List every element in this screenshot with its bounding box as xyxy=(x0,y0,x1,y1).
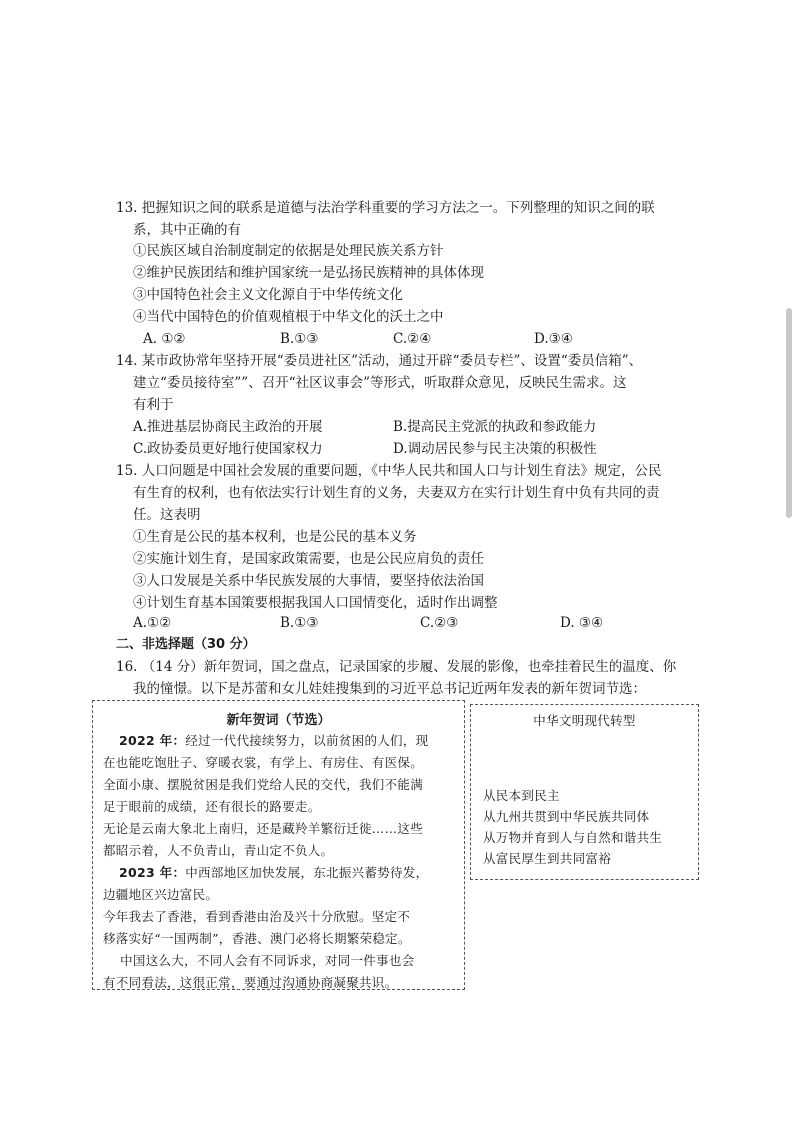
box-text-line: 从富民厚生到共同富裕 xyxy=(483,851,612,866)
year-2022-label: 2022 年： xyxy=(119,733,186,748)
q13-option-c: C.②④ xyxy=(393,331,432,347)
box-text-line: 移落实好“一国两制”，香港、澳门必将长期繁荣稳定。 xyxy=(103,931,411,946)
q15-option-c: C.②③ xyxy=(420,615,459,631)
box-text-line: 足于眼前的成绩，还有很长的路要走。 xyxy=(103,799,321,814)
year-2023-text: 中西部地区加快发展，东北振兴蓄势待发， xyxy=(185,865,429,880)
q13-item: ①民族区域自治制度制定的依据是处理民族关系方针 xyxy=(133,243,444,259)
year-2022-line xyxy=(119,731,428,751)
q13-stem-line: 13. 把握知识之间的联系是道德与法治学科重要的学习方法之一。下列整理的知识之间的联 xyxy=(116,200,655,216)
box-text-line: 全面小康、摆脱贫困是我们党给人民的交代，我们不能满 xyxy=(103,777,424,792)
q14-option-a: A.推进基层协商民主政治的开展 xyxy=(133,419,323,435)
q15-stem-line: 15. 人口问题是中国社会发展的重要问题，《中华人民共和国人口与计划生育法》规定，公民 xyxy=(116,463,662,479)
q13-option-d: D.③④ xyxy=(534,331,573,347)
q14-stem-line: 14. 某市政协常年坚持开展“委员进社区”活动，通过开辟“委员专栏”、设置“委员信箱”、 xyxy=(116,353,643,369)
box-text-line: 有不同看法，这很正常，要通过沟通协商凝聚共识。 xyxy=(103,975,398,990)
q15-item: ④计划生育基本国策要根据我国人口国情变化，适时作出调整 xyxy=(133,595,498,611)
box-text-line: 都昭示着，人不负青山，青山定不负人。 xyxy=(103,843,334,858)
box-text-line: 从万物并育到人与自然和谐共生 xyxy=(483,830,663,845)
q16-stem-line: 我的憧憬。以下是苏蕾和女儿娃娃搜集到的习近平总书记近两年发表的新年贺词节选： xyxy=(133,681,646,697)
box-text-line: 无论是云南大象北上南归，还是藏羚羊繁衍迁徙……这些 xyxy=(103,821,424,836)
section-heading: 二、非选择题（30 分） xyxy=(116,637,256,652)
year-2023-label: 2023 年： xyxy=(119,865,186,880)
q15-stem-line: 任。这表明 xyxy=(133,507,201,523)
q15-option-b: B.①③ xyxy=(280,615,319,631)
q15-option-d: D. ③④ xyxy=(560,615,604,631)
q14-option-c: C.政协委员更好地行使国家权力 xyxy=(133,441,323,457)
q14-option-b: B.提高民主党派的执政和参政能力 xyxy=(393,419,597,435)
q15-option-a: A.①② xyxy=(133,615,172,631)
box-text-line: 今年我去了香港，看到香港由治及兴十分欣慰。坚定不 xyxy=(103,909,411,924)
q15-stem-line: 有生育的权利，也有依法实行计划生育的义务，夫妻双方在实行计划生育中负有共同的责 xyxy=(133,485,660,501)
box-text-line: 从九州共贯到中华民族共同体 xyxy=(483,809,650,824)
q14-stem-line: 有利于 xyxy=(133,397,174,413)
vertical-scrollbar[interactable] xyxy=(786,308,792,518)
q13-item: ③中国特色社会主义文化源自于中华传统文化 xyxy=(133,287,403,303)
q15-item: ②实施计划生育，是国家政策需要，也是公民应肩负的责任 xyxy=(133,551,484,567)
box-text-line: 边疆地区兴边富民。 xyxy=(103,887,219,902)
q14-option-d: D.调动居民参与民主决策的积极性 xyxy=(393,441,597,457)
q15-item: ①生育是公民的基本权利，也是公民的基本义务 xyxy=(133,529,417,545)
q13-item: ②维护民族团结和维护国家统一是弘扬民族精神的具体体现 xyxy=(133,265,484,281)
box-title: 中华文明现代转型 xyxy=(533,713,636,728)
box-text-line: 从民本到民主 xyxy=(483,788,560,803)
q15-item: ③人口发展是关系中华民族发展的大事情，要坚持依法治国 xyxy=(133,573,484,589)
q16-stem-line: 16. （14 分）新年贺词，国之盘点，记录国家的步履、发展的影像，也牵挂着民生的温度、你 xyxy=(116,659,677,675)
q13-option-a: A. ①② xyxy=(143,331,186,347)
year-2022-text: 经过一代代接续努力，以前贫困的人们，现 xyxy=(185,733,429,748)
box-text-line: 中国这么大，不同人会有不同诉求，对同一件事也会 xyxy=(103,953,415,968)
box-title: 新年贺词（节选） xyxy=(226,713,331,728)
civilization-transformation-box xyxy=(470,704,699,880)
new-year-address-box xyxy=(92,700,465,990)
year-2023-line xyxy=(119,863,428,883)
box-text-line: 在也能吃饱肚子、穿暖衣裳，有学上、有房住、有医保。 xyxy=(103,755,424,770)
q13-item: ④当代中国特色的价值观植根于中华文化的沃土之中 xyxy=(133,309,444,325)
q14-stem-line: 建立“委员接待室””、召开“社区议事会”等形式，听取群众意见，反映民生需求。这 xyxy=(133,375,627,391)
q13-stem-line: 系，其中正确的有 xyxy=(133,222,241,238)
q13-option-b: B.①③ xyxy=(280,331,319,347)
